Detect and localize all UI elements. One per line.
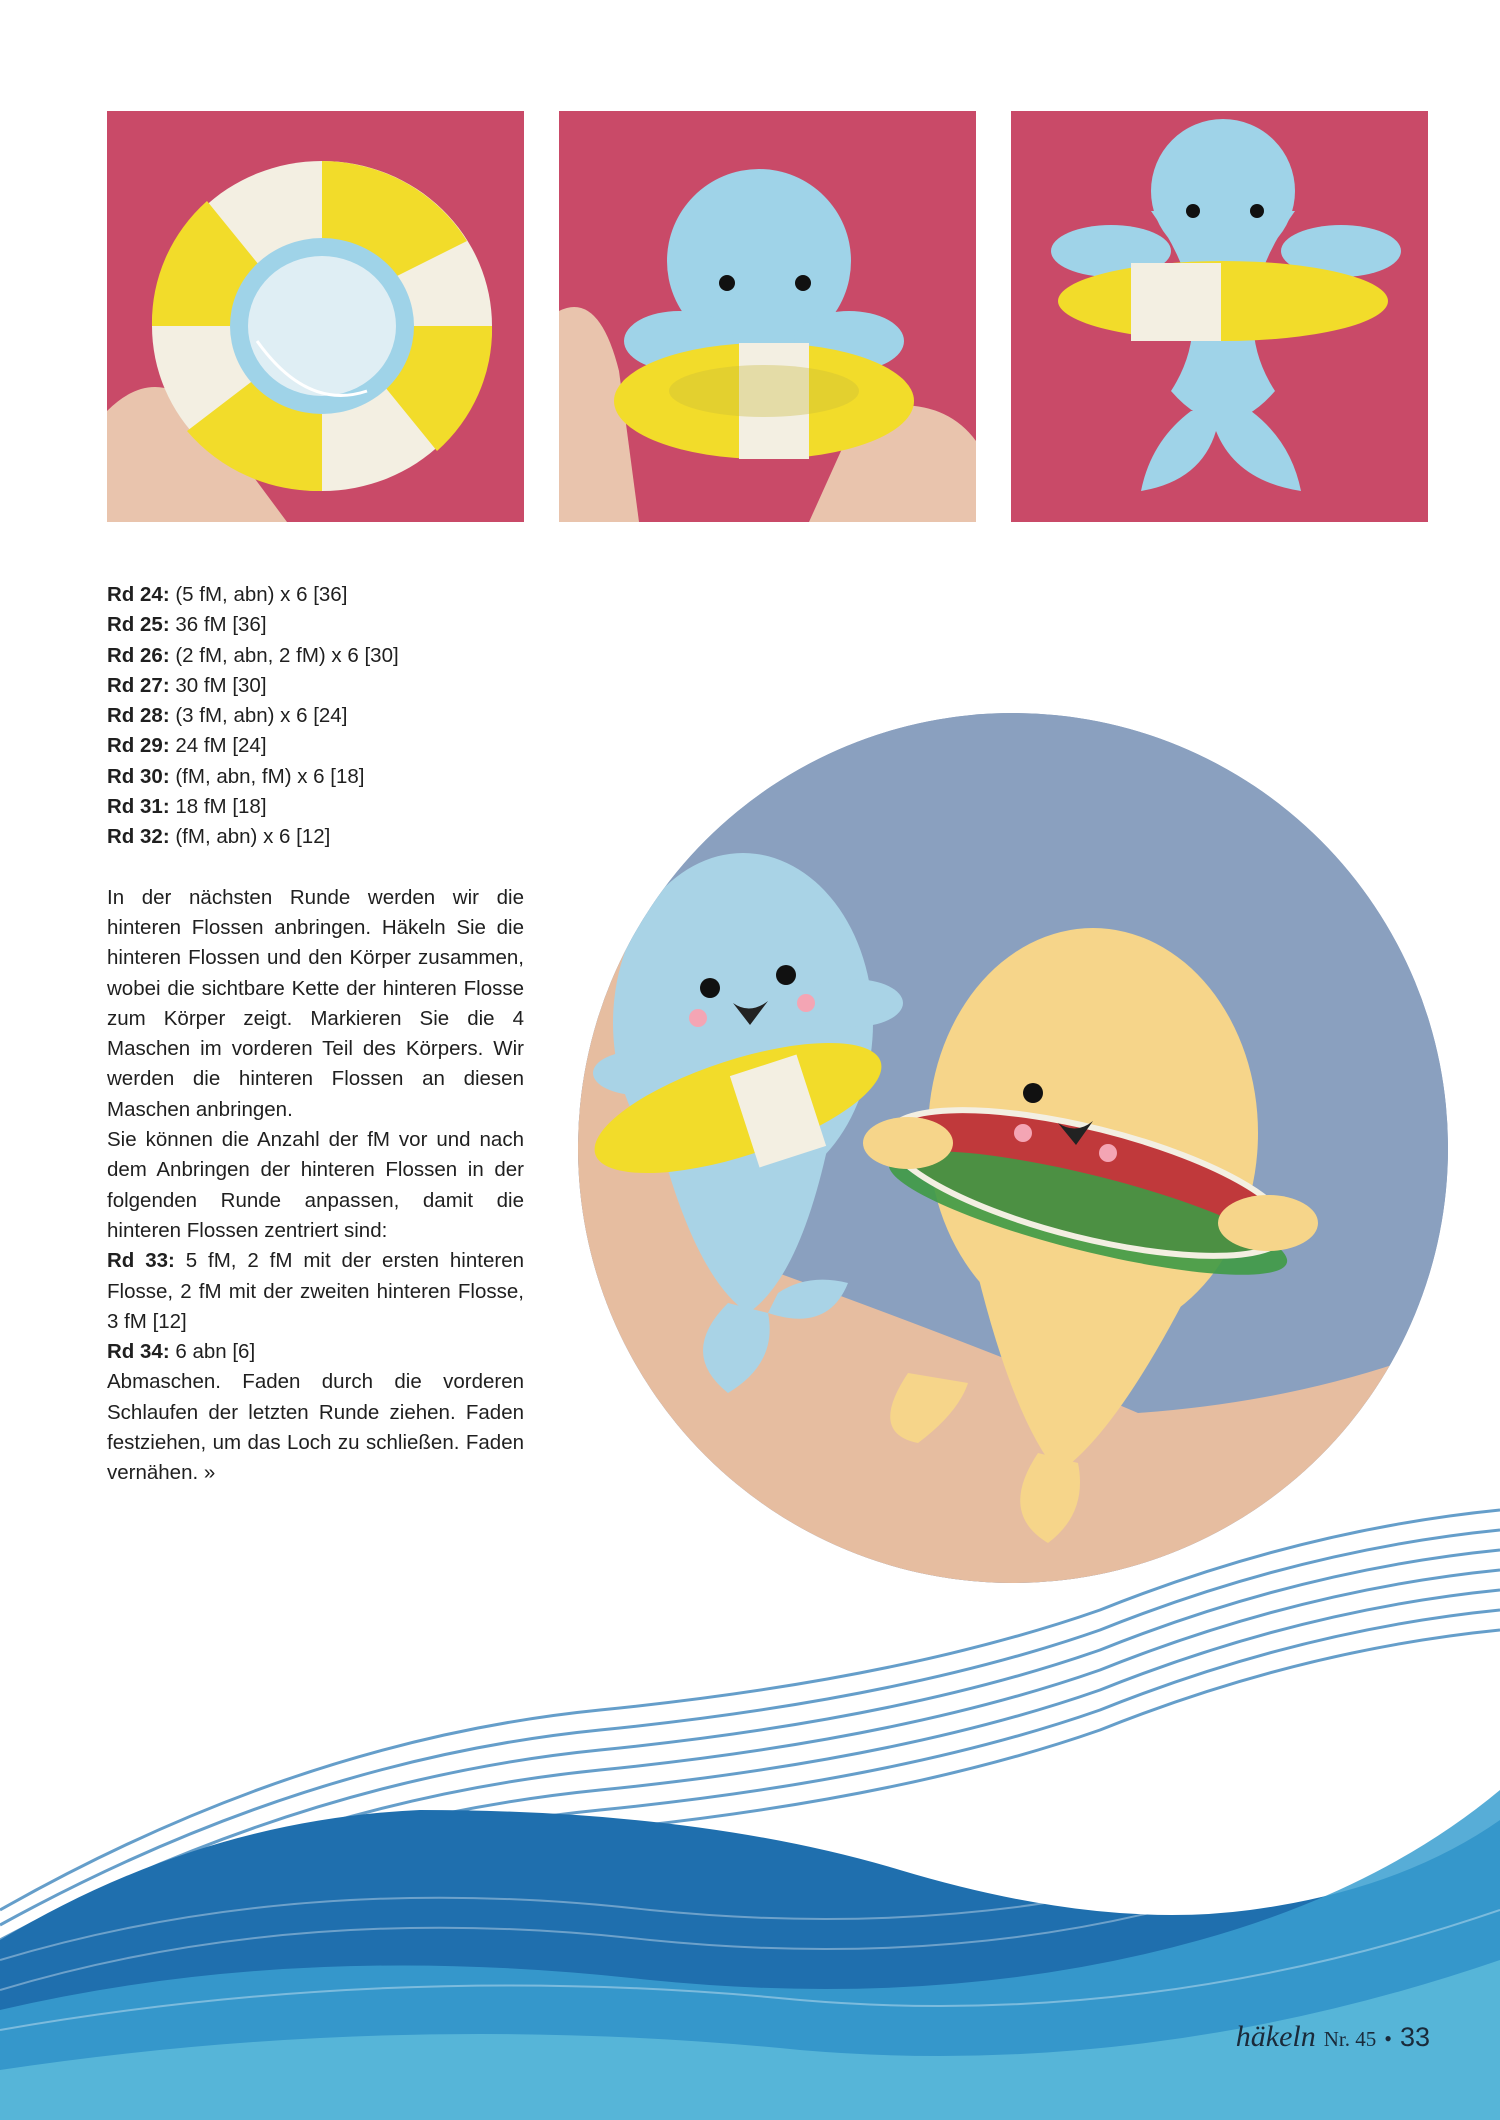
round-text: 5 fM, 2 fM mit der ersten hinteren Flosse, 2 fM mit der zweiten hinteren Flosse, 3 fM [12] — [107, 1249, 524, 1333]
round-label: Rd 30: — [107, 764, 170, 788]
footer-separator: • — [1384, 2026, 1392, 2051]
round-text: 18 fM [18] — [169, 795, 267, 819]
round-33 — [107, 1246, 524, 1337]
round-28 — [107, 701, 524, 731]
pattern-instructions — [107, 580, 524, 1489]
round-label: Rd 31: — [107, 795, 170, 819]
round-label: Rd 29: — [107, 734, 170, 758]
round-text: (fM, abn, fM) x 6 [18] — [169, 764, 365, 788]
swim-ring-illustration — [107, 111, 524, 522]
round-27 — [107, 671, 524, 701]
round-26 — [107, 641, 524, 671]
round-label: Rd 26: — [107, 643, 170, 667]
photo-seal-head — [559, 111, 976, 522]
round-32 — [107, 822, 524, 852]
round-label: Rd 32: — [107, 825, 170, 849]
instructions-body — [107, 883, 524, 1489]
magazine-title: häkeln — [1235, 2020, 1316, 2053]
page-footer — [1236, 2020, 1430, 2054]
paragraph-attach-flippers: In der nächsten Runde werden wir die hinteren Flossen anbringen. Häkeln Sie die hinteren Flossen und den Körper zusammen, wobei die sichtbare Kette der hinteren Flosse zum Körper zeigt. Markieren Sie die 4 Maschen im vorderen Teil des Körpers. Wir werden die hinteren Flossen an diesen Maschen anbringen. — [107, 885, 524, 1121]
round-34 — [107, 1337, 524, 1367]
round-text: (2 fM, abn, 2 fM) x 6 [30] — [169, 643, 399, 667]
photo-seal-body — [1011, 111, 1428, 522]
page-number: 33 — [1399, 2022, 1430, 2052]
seal-body-illustration — [1011, 111, 1428, 522]
round-29 — [107, 731, 524, 761]
round-text: 36 fM [36] — [169, 613, 267, 637]
round-label: Rd 25: — [107, 613, 170, 637]
issue-number: Nr. 45 — [1323, 2027, 1377, 2051]
round-30 — [107, 762, 524, 792]
hero-photo-two-seals — [578, 713, 1448, 1583]
round-label: Rd 28: — [107, 704, 170, 728]
round-text: 24 fM [24] — [169, 734, 267, 758]
round-text: 30 fM [30] — [169, 673, 267, 697]
round-label: Rd 27: — [107, 673, 170, 697]
round-25 — [107, 610, 524, 640]
round-31 — [107, 792, 524, 822]
paragraph-adjust-stitches: Sie können die Anzahl der fM vor und nach dem Anbringen der hinteren Flossen in der folgenden Runde anpassen, damit die hinteren Flossen zentriert sind: — [107, 1128, 524, 1242]
photo-swim-ring — [107, 111, 524, 522]
paragraph-finishing: Abmaschen. Faden durch die vorderen Schlaufen der letzten Runde ziehen. Faden festziehen, um das Loch zu schließen. Faden vernähen. » — [107, 1370, 524, 1485]
seal-head-illustration — [559, 111, 976, 522]
round-text: (fM, abn) x 6 [12] — [169, 825, 331, 849]
round-24 — [107, 580, 524, 610]
two-seals-illustration — [578, 713, 1448, 1583]
round-text: (3 fM, abn) x 6 [24] — [169, 704, 348, 728]
round-label: Rd 33: — [107, 1249, 175, 1273]
round-label: Rd 24: — [107, 583, 170, 606]
round-text: 6 abn [6] — [169, 1340, 256, 1364]
round-text: (5 fM, abn) x 6 [36] — [169, 583, 348, 606]
round-label: Rd 34: — [107, 1340, 170, 1364]
